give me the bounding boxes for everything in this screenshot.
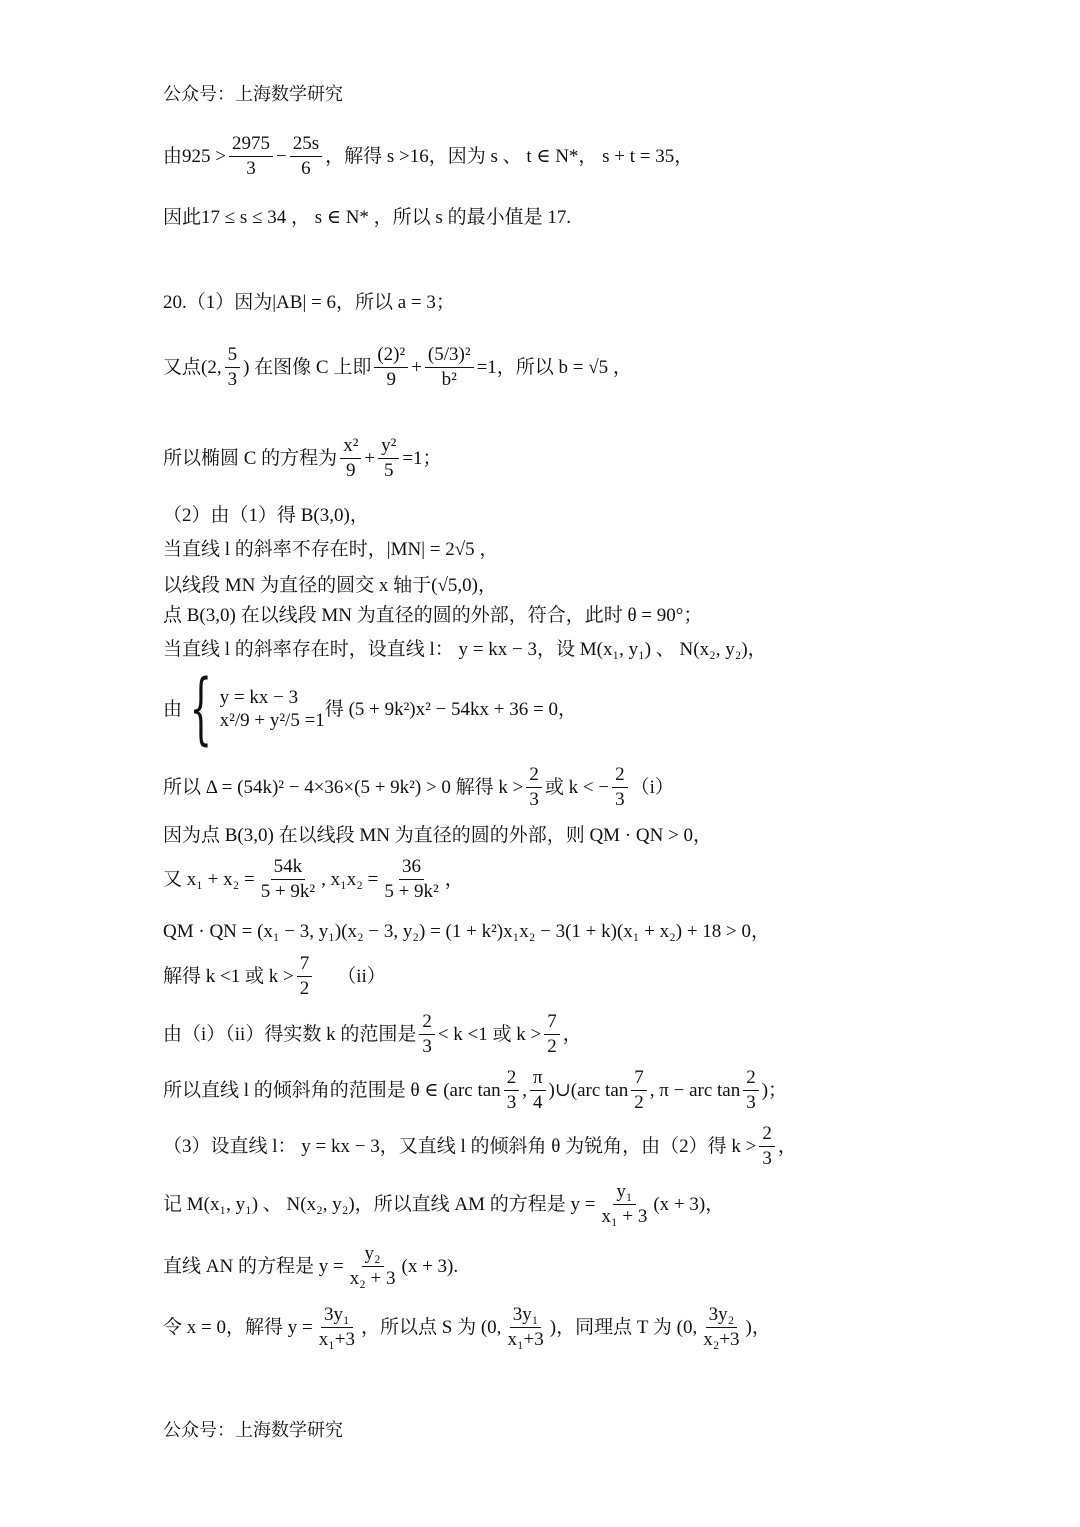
text: 解得 k <1 或 k > <box>163 965 294 987</box>
text: (x + 3). <box>401 1255 459 1277</box>
fraction: $\frac{\text{y₁}}{\text{x₁ + 3}}$ <box>601 1181 648 1227</box>
equation-system: { y = kx − 3 x²/9 + y²/5 =1 <box>189 664 325 754</box>
text: （3）设直线 l： y = kx − 3，又直线 l 的倾斜角 θ 为锐角，由（2）得 k > <box>163 1135 757 1157</box>
fraction: $\frac{2}{3}$ <box>526 765 542 810</box>
text: 所以 Δ = (54k)² − 4×36×(5 + 9k²) > 0 解得 k > <box>163 776 524 798</box>
line-13: 因为点 B(3,0) 在以线段 MN 为直径的圆的外部，则 QM · QN > 0， <box>163 825 713 846</box>
text: ，所以点 S 为 (0, <box>361 1316 502 1338</box>
line-19 <box>163 1124 797 1169</box>
fraction: $\frac{7}{2}$ <box>631 1068 647 1113</box>
fraction: $\frac{36}{\text{5 + 9k²}}$ <box>384 856 439 902</box>
fraction: $\frac{\text{3y₂}}{\text{x₂+3}}$ <box>703 1304 740 1350</box>
fraction: $\frac{5}{3}$ <box>225 345 241 390</box>
fraction: $\frac{\pi}{4}$ <box>530 1068 546 1113</box>
line-15: QM · QN = (x₁ − 3, y₁)(x₂ − 3, y₂) = (1 + k²)x₁x₂ − 3(1 + k)(x₁ + x₂) + 18 > 0， <box>163 921 770 942</box>
text: ) 在图像 C 上即 <box>243 356 372 378</box>
fraction: $\frac{2}{3}$ <box>743 1068 759 1113</box>
fraction: $\frac{\text{3y₁}}{\text{x₁+3}}$ <box>318 1304 356 1350</box>
text: （ii） <box>337 965 386 987</box>
text: + <box>411 356 422 378</box>
fraction: $\frac{7}{2}$ <box>297 954 313 999</box>
line-16 <box>163 954 386 999</box>
fraction: $\frac{25s}{6}$ <box>290 134 322 179</box>
text: )，同理点 T 为 (0, <box>549 1316 698 1338</box>
line-4 <box>163 345 632 390</box>
text: )； <box>761 1079 788 1101</box>
page-header: 公众号：上海数学研究 <box>163 84 343 104</box>
fraction: $\frac{54k}{\text{5 + 9k²}}$ <box>260 856 316 902</box>
text: (x + 3)， <box>653 1193 725 1215</box>
text: =1； <box>402 447 442 469</box>
line-8: 以线段 MN 为直径的圆交 x 轴于(√5,0)， <box>163 575 497 596</box>
line-9: 点 B(3,0) 在以线段 MN 为直径的圆的外部，符合，此时 θ = 90°； <box>163 605 703 626</box>
text: )∪(arc tan <box>548 1079 629 1101</box>
fraction: $\frac{7}{2}$ <box>544 1012 560 1057</box>
text: 所以椭圆 C 的方程为 <box>163 447 338 469</box>
line-11 <box>163 664 577 754</box>
fraction: $\frac{2975}{3}$ <box>229 134 273 179</box>
text: < k <1 或 k > <box>437 1023 542 1045</box>
line-18 <box>163 1068 787 1113</box>
text: 或 k < − <box>544 776 610 798</box>
fraction: $\frac{\text{y²}}{5}$ <box>378 436 399 481</box>
text: 所以直线 l 的倾斜角的范围是 θ ∈ (arc tan <box>163 1079 501 1101</box>
text: 记 M(x₁, y₁) 、 N(x₂, y₂)，所以直线 AM 的方程是 y = <box>163 1193 596 1215</box>
text: ， <box>777 1135 797 1157</box>
line-21 <box>163 1244 458 1289</box>
text: + <box>364 447 376 469</box>
line-14 <box>163 857 464 902</box>
text: )， <box>745 1316 771 1338</box>
fraction: $\frac{2}{3}$ <box>759 1124 775 1169</box>
text: （i） <box>630 776 674 798</box>
system-row: y = kx − 3 <box>219 687 299 708</box>
text: 得 (5 + 9k²)x² − 54kx + 36 = 0， <box>324 698 577 720</box>
line-2: 因此17 ≤ s ≤ 34 ， s ∈ N* ，所以 s 的最小值是 17. <box>163 207 572 228</box>
line-22 <box>163 1305 771 1350</box>
line-10: 当直线 l 的斜率存在时，设直线 l： y = kx − 3，设 M(x₁, y₁) 、 N(x₂, y₂)， <box>163 639 767 660</box>
text: − <box>275 145 287 167</box>
text: 直线 AN 的方程是 y = <box>163 1255 344 1277</box>
page-footer: 公众号：上海数学研究 <box>163 1420 343 1440</box>
fraction: $\frac{2}{3}$ <box>419 1012 435 1057</box>
text: ， <box>562 1023 582 1045</box>
line-20 <box>163 1182 724 1227</box>
line-3: 20.（1）因为|AB| = 6，所以 a = 3； <box>163 292 455 313</box>
line-12 <box>163 765 674 810</box>
fraction: $\frac{\text{3y₁}}{\text{x₁+3}}$ <box>507 1304 544 1350</box>
text: 由（i）（ii）得实数 k 的范围是 <box>163 1023 417 1045</box>
fraction: $\frac{\text{(5/3)²}}{\text{b²}}$ <box>425 345 474 390</box>
text: , <box>522 1079 527 1101</box>
fraction: $\frac{2}{3}$ <box>612 765 628 810</box>
text: =1，所以 b = √5 ， <box>476 356 632 378</box>
text: 又点(2, <box>163 356 222 378</box>
line-17 <box>163 1012 582 1057</box>
fraction: $\frac{\text{x²}}{9}$ <box>340 436 361 481</box>
text: ，解得 s >16，因为 s 、 t ∈ N*， s + t = 35， <box>325 145 694 167</box>
line-7: 当直线 l 的斜率不存在时，|MN| = 2√5 ， <box>163 539 499 560</box>
text: , π − arc tan <box>649 1079 741 1101</box>
text: 又 x₁ + x₂ = <box>163 868 255 890</box>
fraction: $\frac{2}{3}$ <box>504 1068 520 1113</box>
text: 由 <box>163 698 183 720</box>
line-1 <box>163 134 693 179</box>
text: 由925 > <box>163 145 226 167</box>
system-row: x²/9 + y²/5 =1 <box>219 710 325 731</box>
fraction: $\frac{\text{y₂}}{\text{x₂ + 3}}$ <box>349 1243 396 1289</box>
line-5 <box>163 436 442 481</box>
text: , x₁x₂ = <box>321 868 379 890</box>
text: 令 x = 0，解得 y = <box>163 1316 313 1338</box>
line-6: （2）由（1）得 B(3,0)， <box>163 505 369 526</box>
fraction: $\frac{\text{(2)²}}{9}$ <box>374 345 408 390</box>
text: ， <box>444 868 464 890</box>
